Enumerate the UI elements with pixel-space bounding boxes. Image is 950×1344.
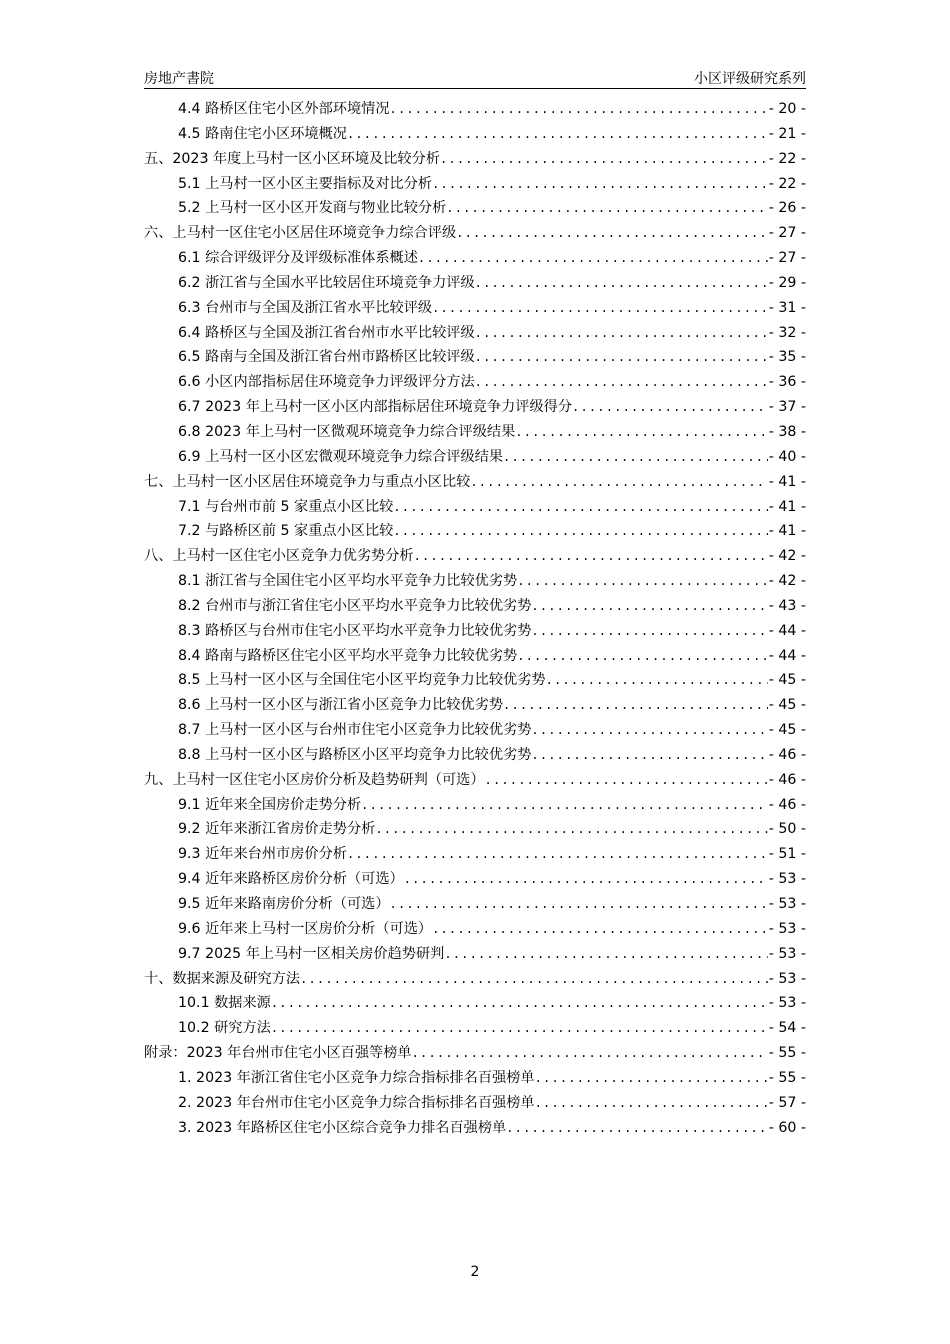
toc-entry[interactable] (144, 917, 806, 942)
toc-dot-leader (485, 768, 768, 793)
toc-dot-leader (300, 967, 768, 992)
toc-entry-page: - 53 - (768, 920, 806, 937)
toc-entry[interactable] (144, 718, 806, 743)
toc-entry-page: - 60 - (768, 1119, 806, 1136)
toc-entry-title: 6.1 综合评级评分及评级标准体系概述 (178, 250, 418, 267)
toc-entry[interactable] (144, 221, 806, 246)
toc-entry[interactable] (144, 842, 806, 867)
table-of-contents (144, 97, 806, 1140)
toc-entry-title: 9.5 近年来路南房价分析（可选） (178, 896, 390, 912)
toc-entry-page: - 31 - (768, 299, 806, 316)
toc-entry-title: 3. 2023 年路桥区住宅小区综合竞争力排名百强榜单 (178, 1119, 507, 1136)
toc-dot-leader (503, 445, 768, 470)
toc-entry[interactable] (144, 246, 806, 271)
toc-entry-title: 6.7 2023 年上马村一区小区内部指标居住环境竞争力评级得分 (178, 399, 573, 416)
toc-entry[interactable] (144, 196, 806, 221)
header-publisher: 房地产書院 (144, 71, 214, 87)
toc-entry[interactable] (144, 519, 806, 544)
toc-entry-page: - 29 - (768, 274, 806, 291)
toc-entry[interactable] (144, 817, 806, 842)
toc-entry-title: 8.4 路南与路桥区住宅小区平均水平竞争力比较优劣势 (178, 647, 518, 664)
toc-entry-title: 4.4 路桥区住宅小区外部环境情况 (178, 101, 390, 117)
toc-entry[interactable] (144, 97, 806, 122)
toc-dot-leader (432, 172, 768, 197)
toc-entry-page: - 21 - (768, 125, 806, 142)
toc-entry-page: - 42 - (768, 573, 806, 590)
toc-dot-leader (444, 942, 767, 967)
toc-entry[interactable] (144, 370, 806, 395)
toc-entry-title: 8.8 上马村一区小区与路桥区小区平均竞争力比较优劣势 (178, 746, 532, 763)
toc-entry[interactable] (144, 967, 806, 992)
toc-entry-page: - 50 - (768, 821, 806, 838)
toc-dot-leader (475, 271, 768, 296)
toc-entry-title: 8.1 浙江省与全国住宅小区平均水平竞争力比较优劣势 (178, 573, 518, 590)
toc-entry-title: 9.4 近年来路桥区房价分析（可选） (178, 871, 404, 888)
toc-entry[interactable] (144, 594, 806, 619)
toc-entry[interactable] (144, 445, 806, 470)
toc-entry-title: 1. 2023 年浙江省住宅小区竞争力综合指标排名百强榜单 (178, 1069, 535, 1086)
toc-entry-page: - 42 - (768, 548, 806, 565)
toc-dot-leader (375, 817, 767, 842)
toc-dot-leader (390, 892, 768, 917)
page-header (144, 66, 806, 89)
toc-entry-title: 九、上马村一区住宅小区房价分析及趋势研判（可选） (144, 771, 485, 788)
toc-entry-title: 8.6 上马村一区小区与浙江省小区竞争力比较优劣势 (178, 697, 504, 714)
toc-entry[interactable] (144, 1116, 806, 1141)
toc-dot-leader (404, 867, 768, 892)
toc-dot-leader (535, 1066, 768, 1091)
toc-entry[interactable] (144, 345, 806, 370)
toc-entry[interactable] (144, 991, 806, 1016)
toc-entry-page: - 40 - (768, 448, 806, 465)
toc-entry[interactable] (144, 1066, 806, 1091)
toc-entry-page: - 41 - (768, 473, 806, 490)
header-series-title: 小区评级研究系列 (694, 71, 806, 87)
toc-dot-leader (393, 519, 767, 544)
toc-dot-leader (503, 693, 768, 718)
toc-entry-title: 8.3 路桥区与台州市住宅小区平均水平竞争力比较优劣势 (178, 622, 532, 639)
toc-entry-title: 7.2 与路桥区前 5 家重点小区比较 (178, 523, 394, 540)
toc-entry[interactable] (144, 172, 806, 197)
toc-entry-page: - 44 - (768, 622, 806, 639)
toc-entry-title: 9.2 近年来浙江省房价走势分析 (178, 821, 376, 838)
toc-entry[interactable] (144, 569, 806, 594)
toc-entry-page: - 51 - (768, 846, 806, 863)
toc-entry-title: 附录：2023 年台州市住宅小区百强等榜单 (144, 1045, 412, 1062)
toc-dot-leader (271, 991, 768, 1016)
toc-entry-title: 7.1 与台州市前 5 家重点小区比较 (178, 498, 394, 515)
toc-dot-leader (456, 221, 768, 246)
toc-entry[interactable] (144, 942, 806, 967)
toc-entry[interactable] (144, 693, 806, 718)
toc-dot-leader (546, 668, 768, 693)
toc-entry[interactable] (144, 122, 806, 147)
toc-dot-leader (414, 544, 768, 569)
toc-entry-title: 8.2 台州市与浙江省住宅小区平均水平竞争力比较优劣势 (178, 597, 532, 614)
toc-dot-leader (515, 420, 767, 445)
toc-entry-title: 十、数据来源及研究方法 (144, 970, 301, 987)
toc-entry[interactable] (144, 619, 806, 644)
toc-entry[interactable] (144, 296, 806, 321)
toc-entry-title: 六、上马村一区住宅小区居住环境竞争力综合评级 (144, 225, 457, 242)
toc-dot-leader (418, 246, 768, 271)
page-number: 2 (470, 1264, 480, 1280)
toc-entry[interactable] (144, 495, 806, 520)
toc-dot-leader (432, 917, 768, 942)
toc-entry-page: - 53 - (768, 871, 806, 888)
toc-dot-leader (475, 370, 768, 395)
toc-entry-page: - 44 - (768, 647, 806, 664)
toc-entry-title: 9.7 2025 年上马村一区相关房价趋势研判 (178, 945, 445, 962)
toc-entry-page: - 22 - (768, 150, 806, 167)
toc-dot-leader (475, 345, 768, 370)
toc-dot-leader (531, 619, 767, 644)
toc-entry-title: 9.1 近年来全国房价走势分析 (178, 796, 362, 813)
toc-entry[interactable] (144, 147, 806, 172)
toc-entry-title: 八、上马村一区住宅小区竞争力优劣势分析 (144, 548, 414, 565)
toc-entry-title: 2. 2023 年台州市住宅小区竞争力综合指标排名百强榜单 (178, 1094, 535, 1111)
toc-entry[interactable] (144, 1091, 806, 1116)
toc-entry-page: - 46 - (768, 746, 806, 763)
toc-entry-page: - 55 - (768, 1069, 806, 1086)
toc-dot-leader (271, 1016, 768, 1041)
toc-entry-page: - 22 - (768, 175, 806, 192)
toc-dot-leader (347, 122, 768, 147)
toc-dot-leader (531, 743, 767, 768)
toc-entry-page: - 45 - (768, 697, 806, 714)
toc-dot-leader (475, 321, 768, 346)
toc-dot-leader (517, 644, 767, 669)
toc-dot-leader (531, 718, 767, 743)
toc-entry-title: 5.1 上马村一区小区主要指标及对比分析 (178, 175, 433, 192)
toc-dot-leader (531, 594, 767, 619)
toc-entry-title: 10.2 研究方法 (178, 1020, 271, 1037)
toc-entry-page: - 41 - (768, 523, 806, 540)
toc-entry-title: 8.5 上马村一区小区与全国住宅小区平均竞争力比较优劣势 (178, 672, 546, 689)
toc-entry-title: 七、上马村一区小区居住环境竞争力与重点小区比较 (144, 473, 471, 490)
toc-entry-title: 6.5 路南与全国及浙江省台州市路桥区比较评级 (178, 349, 475, 366)
toc-entry-page: - 26 - (768, 200, 806, 217)
toc-entry-title: 6.3 台州市与全国及浙江省水平比较评级 (178, 299, 433, 316)
toc-entry-title: 6.4 路桥区与全国及浙江省台州市水平比较评级 (178, 324, 475, 341)
toc-entry-page: - 37 - (768, 399, 806, 416)
toc-entry-title: 6.8 2023 年上马村一区微观环境竞争力综合评级结果 (178, 423, 516, 440)
toc-entry-page: - 57 - (768, 1094, 806, 1111)
toc-dot-leader (432, 296, 768, 321)
toc-entry-title: 五、2023 年度上马村一区小区环境及比较分析 (144, 150, 440, 167)
toc-entry-page: - 55 - (768, 1045, 806, 1062)
toc-dot-leader (446, 196, 767, 221)
toc-dot-leader (393, 495, 767, 520)
toc-entry[interactable] (144, 544, 806, 569)
toc-entry-title: 6.9 上马村一区小区宏微观环境竞争力综合评级结果 (178, 448, 504, 465)
toc-entry[interactable] (144, 644, 806, 669)
toc-entry[interactable] (144, 892, 806, 917)
toc-entry[interactable] (144, 1041, 806, 1066)
toc-entry-page: - 27 - (768, 225, 806, 242)
toc-entry-title: 6.2 浙江省与全国水平比较居住环境竞争力评级 (178, 274, 475, 291)
toc-entry-page: - 43 - (768, 597, 806, 614)
toc-entry[interactable] (144, 768, 806, 793)
toc-entry[interactable] (144, 321, 806, 346)
toc-entry[interactable] (144, 470, 806, 495)
toc-entry-title: 4.5 路南住宅小区环境概况 (178, 125, 347, 142)
toc-entry-title: 9.6 近年来上马村一区房价分析（可选） (178, 920, 433, 937)
toc-entry-page: - 41 - (768, 498, 806, 515)
toc-dot-leader (412, 1041, 768, 1066)
toc-entry-page: - 38 - (768, 423, 806, 440)
toc-dot-leader (440, 147, 768, 172)
toc-dot-leader (470, 470, 767, 495)
toc-dot-leader (347, 842, 768, 867)
toc-dot-leader (572, 395, 768, 420)
toc-dot-leader (506, 1116, 767, 1141)
toc-entry-page: - 53 - (768, 995, 806, 1012)
toc-entry-page: - 46 - (768, 771, 806, 788)
toc-entry-page: - 27 - (768, 250, 806, 267)
toc-entry-title: 10.1 数据来源 (178, 995, 271, 1012)
toc-dot-leader (535, 1091, 768, 1116)
toc-entry-title: 6.6 小区内部指标居住环境竞争力评级评分方法 (178, 374, 475, 391)
toc-entry-page: - 54 - (768, 1020, 806, 1037)
toc-entry[interactable] (144, 793, 806, 818)
toc-entry-page: - 36 - (768, 374, 806, 391)
toc-entry-page: - 20 - (768, 101, 806, 117)
toc-entry[interactable] (144, 668, 806, 693)
toc-entry-page: - 45 - (768, 672, 806, 689)
toc-entry[interactable] (144, 271, 806, 296)
toc-entry-page: - 53 - (768, 945, 806, 962)
toc-entry-page: - 53 - (768, 970, 806, 987)
toc-entry-title: 8.7 上马村一区小区与台州市住宅小区竞争力比较优劣势 (178, 722, 532, 739)
toc-entry-page: - 32 - (768, 324, 806, 341)
toc-entry[interactable] (144, 743, 806, 768)
toc-entry-page: - 35 - (768, 349, 806, 366)
toc-entry[interactable] (144, 395, 806, 420)
toc-entry-page: - 45 - (768, 722, 806, 739)
toc-entry-title: 5.2 上马村一区小区开发商与物业比较分析 (178, 200, 447, 217)
toc-entry-page: - 46 - (768, 796, 806, 813)
toc-dot-leader (361, 793, 768, 818)
toc-entry[interactable] (144, 1016, 806, 1041)
toc-dot-leader (517, 569, 767, 594)
toc-dot-leader (390, 97, 768, 122)
toc-entry-page: - 53 - (768, 896, 806, 912)
toc-entry[interactable] (144, 867, 806, 892)
toc-entry[interactable] (144, 420, 806, 445)
toc-entry-title: 9.3 近年来台州市房价分析 (178, 846, 347, 863)
